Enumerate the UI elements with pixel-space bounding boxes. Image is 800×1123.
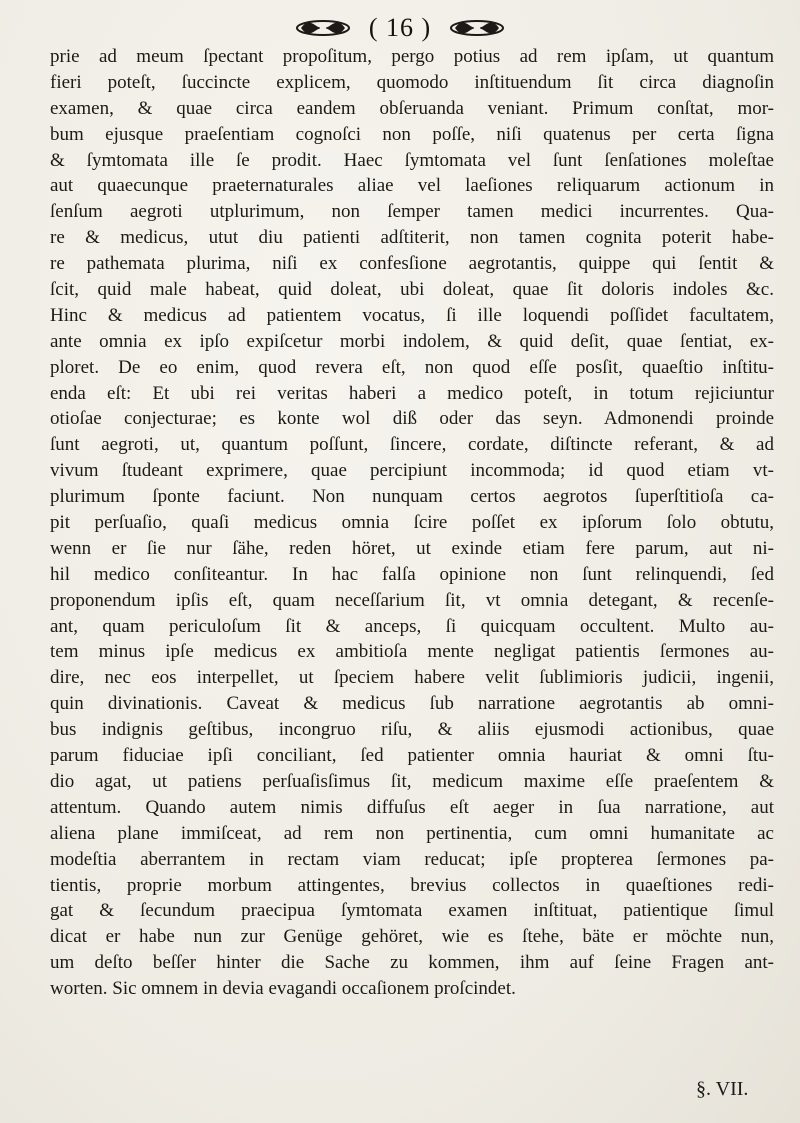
text-line: dio agat, ut patiens perſuaſisſimus ſit, medicum maxime eſſe praeſentem & (50, 770, 774, 792)
ornament-icon (449, 16, 505, 40)
text-line: enda eſt: Et ubi rei veritas haberi a medico poteſt, in totum rejiciuntur (50, 382, 774, 404)
text-line: proponendum ipſis eſt, quam neceſſarium ſit, vt omnia detegant, & recenſe- (50, 589, 774, 611)
text-line: bus indignis geſtibus, incongruo riſu, & aliis ejusmodi actionibus, quae (50, 719, 774, 741)
text-line: ſcit, quid male habeat, quid doleat, ubi doleat, quae ſit doloris indoles &c. (50, 279, 774, 301)
text-line: ante omnia ex ipſo expiſcetur morbi indolem, & quid deſit, quae ſentiat, ex- (50, 330, 774, 352)
text-line: worten. Sic omnem in devia evagandi occaſionem proſcindet. (50, 978, 516, 1000)
body-text (50, 44, 774, 1002)
text-line: bum ejusque praeſentiam cognoſci non poſſe, niſi quatenus per certa ſigna (50, 123, 774, 145)
text-line: prie ad meum ſpectant propoſitum, pergo potius ad rem ipſam, ut quantum (50, 46, 774, 67)
text-line: wenn er ſie nur ſähe, reden höret, ut exinde etiam fere parum, aut ni- (50, 537, 774, 559)
text-line: plurimum ſponte faciunt. Non nunquam certos aegrotos ſuperſtitioſa ca- (50, 486, 774, 508)
text-line: aliena plane immiſceat, ad rem non pertinentia, cum omni humanitate ac (50, 822, 774, 844)
text-line: aut quaecunque praeternaturales aliae vel laeſiones reliquarum actionum in (50, 175, 774, 197)
text-line: fieri poteſt, ſuccincte explicem, quomodo inſtituendum ſit circa diagnoſin (50, 71, 774, 93)
text-line: pit perſuaſio, quaſi medicus omnia ſcire poſſet ex ipſorum ſolo obtutu, (50, 512, 774, 534)
page-number: ( 16 ) (368, 13, 432, 42)
text-line: re & medicus, utut diu patienti adſtiterit, non tamen cognita poterit habe- (50, 227, 774, 249)
text-line: ſenſum aegroti utplurimum, non ſemper tamen medici incurrentes. Qua- (50, 201, 774, 223)
text-line: ant, quam periculoſum ſit & anceps, ſi quicquam occultent. Multo au- (50, 615, 774, 637)
text-line: tientis, proprie morbum attingentes, brevius collectos in quaeſtiones redi- (50, 874, 774, 896)
text-line: gat & ſecundum praecipua ſymtomata examen inſtituat, patientique ſimul (50, 900, 774, 922)
text-line: tem minus ipſe medicus ex ambitioſa mente negligat patientis ſermones au- (50, 641, 774, 663)
text-line: vivum ſtudeant exprimere, quae percipiunt incommoda; id quod etiam vt- (50, 460, 774, 482)
page-header (0, 8, 800, 48)
catchword: §. VII. (696, 1078, 749, 1100)
text-line: parum fiduciae ipſi conciliant, ſed patienter omnia hauriat & omni ſtu- (50, 745, 774, 767)
text-line: ploret. De eo enim, quod revera eſt, non quod eſſe posſit, quaeſtio inſtitu- (50, 356, 774, 378)
ornament-icon (295, 16, 351, 40)
text-line: modeſtia aberrantem in rectam viam reducat; ipſe propterea ſermones pa- (50, 848, 774, 870)
text-line: & ſymtomata ille ſe prodit. Haec ſymtomata vel ſunt ſenſationes moleſtae (50, 149, 774, 171)
text-line: otioſae conjecturae; es konte wol diß oder das seyn. Admonendi proinde (50, 408, 774, 430)
text-line: Hinc & medicus ad patientem vocatus, ſi ille loquendi poſſidet facultatem, (50, 304, 774, 326)
text-line: hil medico conſiteantur. In hac falſa opinione non ſunt relinquendi, ſed (50, 563, 774, 585)
text-line: re pathemata plurima, niſi ex confesſione aegrotantis, quippe qui ſentit & (50, 253, 774, 275)
text-line: ſunt aegroti, ut, quantum poſſunt, ſincere, cordate, diſtincte referant, & ad (50, 434, 774, 456)
text-line: um deſto beſſer hinter die Sache zu kommen, ihm auf ſeine Fragen ant- (50, 952, 774, 974)
text-line: dicat er habe nun zur Genüge gehöret, wie es ſtehe, bäte er möchte nun, (50, 926, 774, 948)
text-line: dire, nec eos interpellet, ut ſpeciem habere velit ſublimioris judicii, ingenii, (50, 667, 774, 689)
text-line: examen, & quae circa eandem obſeruanda veniant. Primum conſtat, mor- (50, 97, 774, 119)
text-line: quin divinationis. Caveat & medicus ſub narratione aegrotantis ab omni- (50, 693, 774, 715)
text-line: attentum. Quando autem nimis diffuſus eſt aeger in ſua narratione, aut (50, 796, 774, 818)
